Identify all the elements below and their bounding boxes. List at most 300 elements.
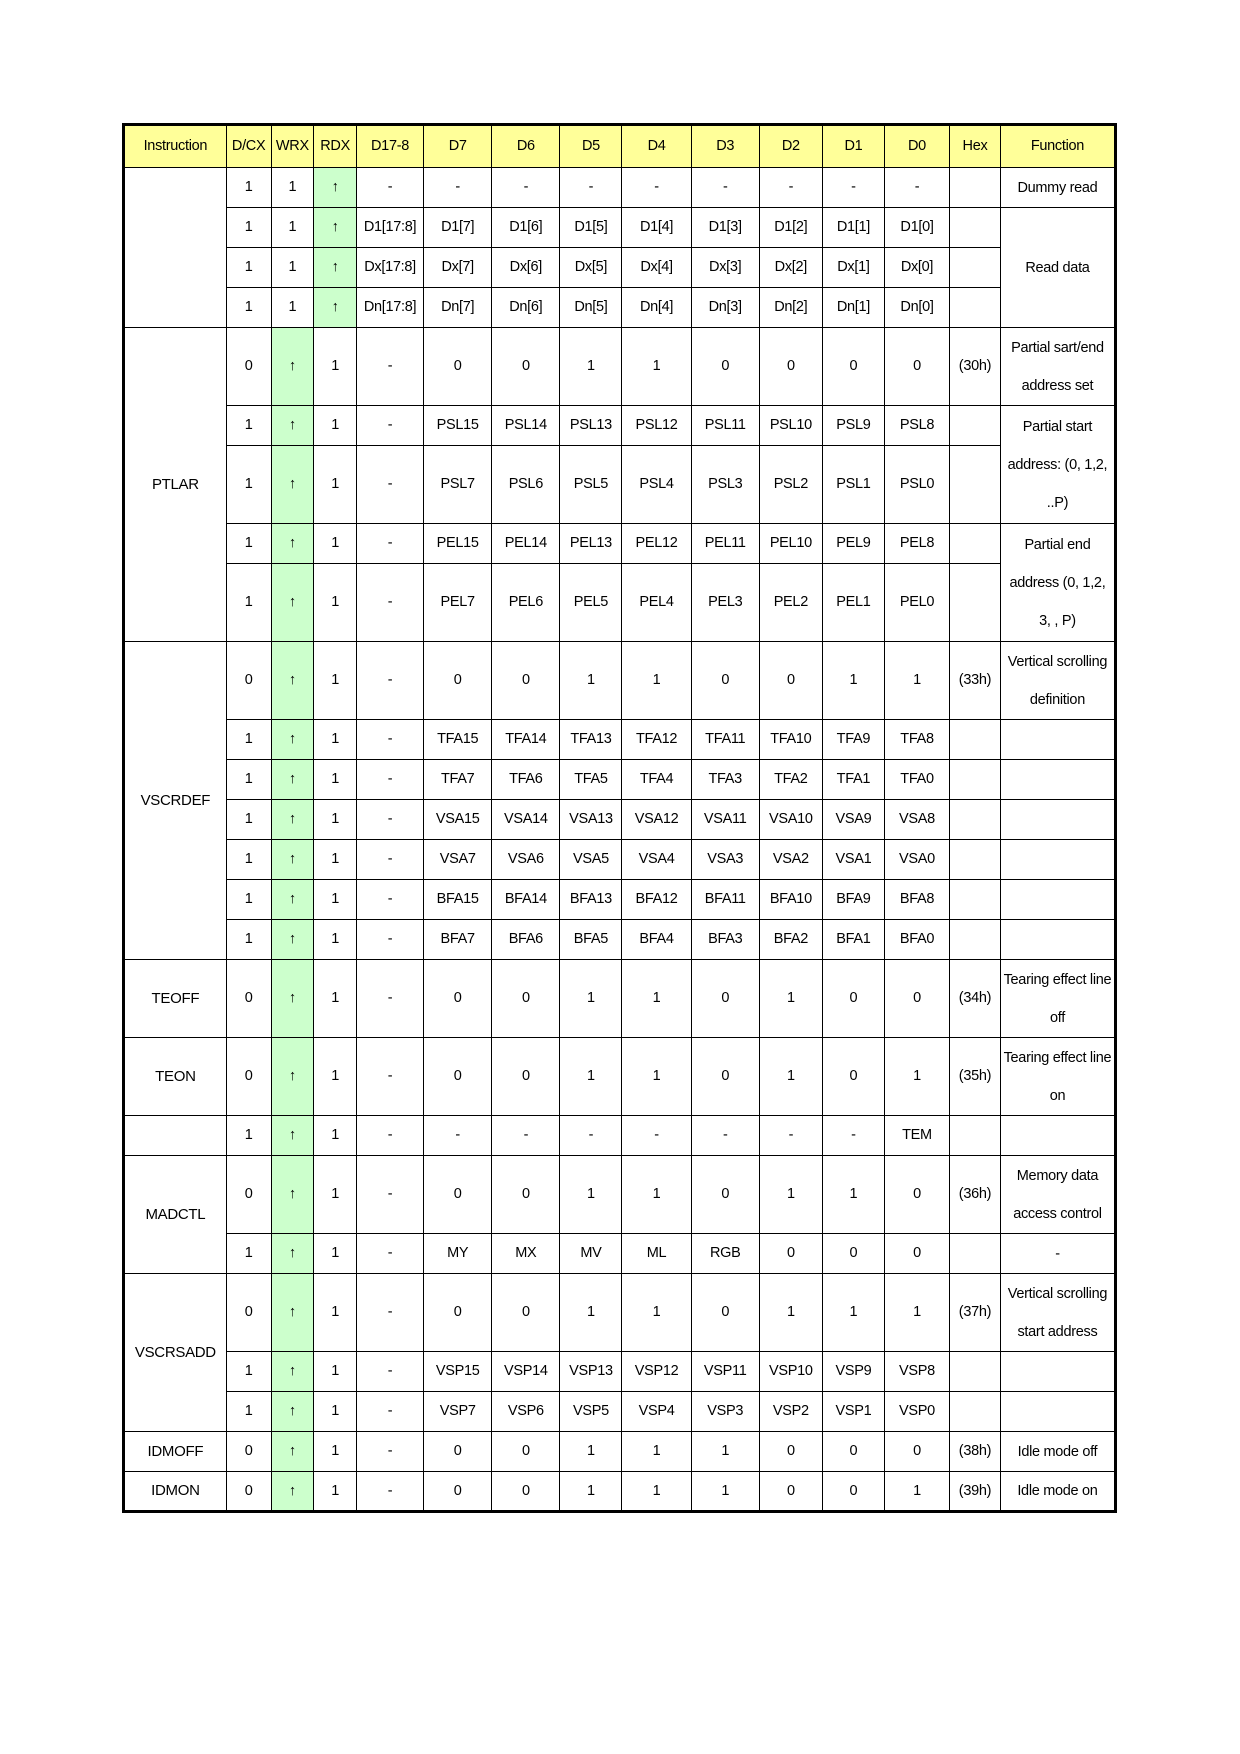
cell-d3: TFA3 [691,760,759,800]
cell-hex [950,248,1001,288]
cell-instruction: IDMOFF [124,1432,227,1472]
cell-d7: MY [424,1234,492,1274]
cell-dcx: 1 [226,208,271,248]
cell-d1: 0 [822,1432,884,1472]
table-row [124,1352,1116,1392]
header-d17-8: D17-8 [356,125,423,168]
cell-d6: BFA6 [492,920,560,960]
table-row [124,1392,1116,1432]
table-row [124,800,1116,840]
cell-d5: VSA5 [560,840,622,880]
cell-rdx: ↑ [314,208,357,248]
cell-d0: TFA8 [884,720,949,760]
cell-d2: Dn[2] [759,288,822,328]
cell-d2: D1[2] [759,208,822,248]
cell-rdx: 1 [314,642,357,720]
cell-d2: PEL2 [759,564,822,642]
cell-d1: TFA1 [822,760,884,800]
cell-function: Memory data access control [1000,1156,1115,1234]
cell-rdx: 1 [314,328,357,406]
cell-d4: 1 [622,1038,691,1116]
cell-d4: TFA12 [622,720,691,760]
cell-dcx: 1 [226,800,271,840]
header-d4: D4 [622,125,691,168]
cell-function [1000,1392,1115,1432]
cell-d6: Dx[6] [492,248,560,288]
cell-function [1000,760,1115,800]
cell-d178: - [356,720,423,760]
cell-function: Partial start address: (0, 1,2, ..P) [1000,406,1115,524]
cell-d0: 1 [884,1472,949,1512]
table-row [124,960,1116,1038]
cell-wrx: 1 [271,208,314,248]
cell-d2: 1 [759,1038,822,1116]
cell-d0: PEL8 [884,524,949,564]
cell-wrx: ↑ [271,1392,314,1432]
cell-d6: VSP6 [492,1392,560,1432]
cell-d6: PSL6 [492,446,560,524]
cell-d5: 1 [560,1156,622,1234]
cell-d3: 0 [691,960,759,1038]
table-row [124,1472,1116,1512]
cell-d0: PSL8 [884,406,949,446]
cell-d4: PSL4 [622,446,691,524]
cell-rdx: 1 [314,524,357,564]
cell-d0: BFA8 [884,880,949,920]
cell-function: Tearing effect line on [1000,1038,1115,1116]
cell-d4: PEL12 [622,524,691,564]
cell-d7: - [424,1116,492,1156]
cell-d5: 1 [560,642,622,720]
cell-d6: 0 [492,1156,560,1234]
cell-d178: - [356,1156,423,1234]
cell-d1: TFA9 [822,720,884,760]
cell-d178: Dx[17:8] [356,248,423,288]
cell-d6: Dn[6] [492,288,560,328]
cell-rdx: 1 [314,1038,357,1116]
cell-d0: PEL0 [884,564,949,642]
cell-rdx: 1 [314,446,357,524]
cell-wrx: ↑ [271,1156,314,1234]
cell-d7: 0 [424,642,492,720]
cell-hex: (35h) [950,1038,1001,1116]
cell-hex [950,564,1001,642]
cell-d0: VSA8 [884,800,949,840]
cell-rdx: 1 [314,960,357,1038]
cell-d7: BFA15 [424,880,492,920]
table-body [124,168,1116,1512]
cell-wrx: ↑ [271,1116,314,1156]
cell-d4: 1 [622,1156,691,1234]
cell-d1: BFA1 [822,920,884,960]
cell-instruction [124,1116,227,1156]
cell-function [1000,840,1115,880]
cell-function: Read data [1000,208,1115,328]
cell-d5: BFA13 [560,880,622,920]
cell-hex: (33h) [950,642,1001,720]
cell-d7: PSL7 [424,446,492,524]
cell-d7: 0 [424,328,492,406]
cell-d0: 0 [884,960,949,1038]
cell-d4: ML [622,1234,691,1274]
cell-function: Idle mode off [1000,1432,1115,1472]
cell-d4: BFA4 [622,920,691,960]
cell-d1: 0 [822,960,884,1038]
cell-d0: D1[0] [884,208,949,248]
cell-d5: PSL13 [560,406,622,446]
cell-rdx: 1 [314,720,357,760]
cell-hex [950,524,1001,564]
cell-d5: TFA13 [560,720,622,760]
cell-d178: - [356,406,423,446]
cell-hex [950,1234,1001,1274]
cell-d3: PSL11 [691,406,759,446]
cell-d4: 1 [622,1274,691,1352]
cell-d7: 0 [424,1432,492,1472]
cell-d0: 0 [884,328,949,406]
cell-d178: - [356,1116,423,1156]
cell-d3: TFA11 [691,720,759,760]
cell-function: - [1000,1234,1115,1274]
cell-d0: VSP8 [884,1352,949,1392]
cell-d5: VSP13 [560,1352,622,1392]
cell-rdx: 1 [314,1392,357,1432]
cell-d4: PSL12 [622,406,691,446]
cell-rdx: 1 [314,1156,357,1234]
cell-d5: PEL5 [560,564,622,642]
cell-dcx: 1 [226,720,271,760]
cell-d3: VSP11 [691,1352,759,1392]
table-row [124,1432,1116,1472]
cell-d4: - [622,1116,691,1156]
cell-d7: TFA15 [424,720,492,760]
cell-d2: - [759,168,822,208]
cell-hex: (30h) [950,328,1001,406]
header-instruction: Instruction [124,125,227,168]
cell-d6: 0 [492,1038,560,1116]
cell-hex [950,208,1001,248]
cell-d7: Dn[7] [424,288,492,328]
cell-wrx: ↑ [271,406,314,446]
cell-hex [950,880,1001,920]
cell-d6: PEL14 [492,524,560,564]
cell-function: Tearing effect line off [1000,960,1115,1038]
cell-d7: 0 [424,1472,492,1512]
cell-d1: PSL1 [822,446,884,524]
cell-d5: 1 [560,1038,622,1116]
cell-d3: 0 [691,642,759,720]
table-row [124,208,1116,248]
cell-d6: TFA14 [492,720,560,760]
cell-d3: 1 [691,1472,759,1512]
cell-d1: 0 [822,1472,884,1512]
cell-dcx: 1 [226,1392,271,1432]
cell-d4: VSP4 [622,1392,691,1432]
cell-d1: PEL1 [822,564,884,642]
cell-wrx: 1 [271,248,314,288]
cell-wrx: ↑ [271,1274,314,1352]
cell-d7: VSA7 [424,840,492,880]
cell-d4: - [622,168,691,208]
cell-d178: - [356,760,423,800]
cell-d178: - [356,1432,423,1472]
cell-wrx: ↑ [271,840,314,880]
cell-instruction: TEON [124,1038,227,1116]
cell-d6: PSL14 [492,406,560,446]
cell-instruction: TEOFF [124,960,227,1038]
cell-d0: 1 [884,1274,949,1352]
cell-d7: VSA15 [424,800,492,840]
cell-dcx: 1 [226,1352,271,1392]
cell-d7: 0 [424,1274,492,1352]
cell-d178: - [356,800,423,840]
cell-function [1000,800,1115,840]
cell-d2: PSL10 [759,406,822,446]
cell-hex: (36h) [950,1156,1001,1234]
cell-d178: - [356,328,423,406]
cell-rdx: 1 [314,1274,357,1352]
cell-d6: 0 [492,642,560,720]
cell-rdx: 1 [314,406,357,446]
cell-d2: 0 [759,642,822,720]
cell-instruction: IDMON [124,1472,227,1512]
cell-d3: VSA3 [691,840,759,880]
cell-d2: 0 [759,328,822,406]
cell-d7: VSP15 [424,1352,492,1392]
cell-d6: VSA14 [492,800,560,840]
cell-d6: VSP14 [492,1352,560,1392]
cell-d1: VSP1 [822,1392,884,1432]
table-row [124,760,1116,800]
header-rdx: RDX [314,125,357,168]
cell-wrx: ↑ [271,920,314,960]
cell-wrx: ↑ [271,642,314,720]
cell-d7: D1[7] [424,208,492,248]
cell-rdx: 1 [314,880,357,920]
cell-instruction: MADCTL [124,1156,227,1274]
cell-d178: - [356,1352,423,1392]
cell-wrx: ↑ [271,720,314,760]
cell-d2: 0 [759,1472,822,1512]
table-row [124,880,1116,920]
cell-instruction: VSCRSADD [124,1274,227,1432]
cell-function: Vertical scrolling start address [1000,1274,1115,1352]
cell-d0: VSA0 [884,840,949,880]
cell-wrx: ↑ [271,960,314,1038]
cell-d4: VSA12 [622,800,691,840]
cell-d5: MV [560,1234,622,1274]
cell-d178: - [356,920,423,960]
cell-d1: VSP9 [822,1352,884,1392]
cell-dcx: 0 [226,1432,271,1472]
cell-d7: PEL7 [424,564,492,642]
cell-d2: 0 [759,1234,822,1274]
cell-wrx: 1 [271,168,314,208]
cell-d1: PSL9 [822,406,884,446]
cell-d2: BFA2 [759,920,822,960]
cell-instruction [124,168,227,328]
cell-d6: BFA14 [492,880,560,920]
cell-wrx: ↑ [271,564,314,642]
command-table [122,123,1117,1513]
cell-dcx: 1 [226,760,271,800]
table-row [124,524,1116,564]
cell-d1: BFA9 [822,880,884,920]
cell-d5: 1 [560,1274,622,1352]
cell-d7: Dx[7] [424,248,492,288]
cell-hex [950,1116,1001,1156]
cell-function: Partial sart/end address set [1000,328,1115,406]
cell-d3: - [691,1116,759,1156]
cell-d4: 1 [622,960,691,1038]
table-row [124,1274,1116,1352]
cell-d0: PSL0 [884,446,949,524]
cell-hex [950,800,1001,840]
header-hex: Hex [950,125,1001,168]
cell-d178: D1[17:8] [356,208,423,248]
cell-hex [950,406,1001,446]
cell-d1: VSA1 [822,840,884,880]
cell-d3: D1[3] [691,208,759,248]
cell-wrx: ↑ [271,328,314,406]
cell-d6: - [492,1116,560,1156]
cell-dcx: 1 [226,1116,271,1156]
cell-d3: 0 [691,1274,759,1352]
header-function: Function [1000,125,1115,168]
cell-d178: - [356,1234,423,1274]
cell-d7: VSP7 [424,1392,492,1432]
cell-hex [950,168,1001,208]
cell-dcx: 0 [226,1472,271,1512]
table-row [124,564,1116,642]
cell-d2: 1 [759,960,822,1038]
cell-d4: 1 [622,1472,691,1512]
cell-hex [950,920,1001,960]
cell-rdx: 1 [314,800,357,840]
table-row [124,920,1116,960]
cell-wrx: ↑ [271,880,314,920]
cell-dcx: 0 [226,1274,271,1352]
cell-d2: - [759,1116,822,1156]
cell-d6: PEL6 [492,564,560,642]
cell-d0: 1 [884,642,949,720]
cell-d1: - [822,168,884,208]
header-d2: D2 [759,125,822,168]
cell-d178: - [356,840,423,880]
cell-wrx: ↑ [271,1038,314,1116]
cell-d5: VSP5 [560,1392,622,1432]
cell-d0: Dx[0] [884,248,949,288]
cell-d1: PEL9 [822,524,884,564]
cell-d178: - [356,1274,423,1352]
cell-d6: VSA6 [492,840,560,880]
cell-d1: 0 [822,328,884,406]
cell-d5: 1 [560,328,622,406]
cell-d7: 0 [424,1156,492,1234]
cell-d1: Dn[1] [822,288,884,328]
cell-d0: Dn[0] [884,288,949,328]
cell-d0: 0 [884,1156,949,1234]
cell-dcx: 0 [226,1038,271,1116]
cell-d4: Dx[4] [622,248,691,288]
cell-function: Dummy read [1000,168,1115,208]
cell-d178: - [356,446,423,524]
cell-d5: Dn[5] [560,288,622,328]
table-row [124,446,1116,524]
cell-dcx: 1 [226,524,271,564]
cell-wrx: ↑ [271,1432,314,1472]
cell-d5: 1 [560,960,622,1038]
cell-d7: - [424,168,492,208]
cell-rdx: 1 [314,840,357,880]
cell-dcx: 1 [226,168,271,208]
cell-d6: - [492,168,560,208]
cell-function [1000,1352,1115,1392]
header-d6: D6 [492,125,560,168]
cell-d178: - [356,1038,423,1116]
cell-d2: VSP10 [759,1352,822,1392]
cell-instruction: VSCRDEF [124,642,227,960]
cell-d178: - [356,960,423,1038]
cell-dcx: 1 [226,840,271,880]
cell-d5: PSL5 [560,446,622,524]
cell-wrx: ↑ [271,1352,314,1392]
cell-d1: 1 [822,1274,884,1352]
cell-wrx: ↑ [271,1234,314,1274]
cell-d4: BFA12 [622,880,691,920]
cell-d5: BFA5 [560,920,622,960]
table-row [124,248,1116,288]
cell-d1: Dx[1] [822,248,884,288]
cell-d2: TFA2 [759,760,822,800]
cell-d3: PEL11 [691,524,759,564]
cell-rdx: 1 [314,1116,357,1156]
cell-function [1000,1116,1115,1156]
cell-d3: VSP3 [691,1392,759,1432]
cell-d1: D1[1] [822,208,884,248]
cell-rdx: ↑ [314,248,357,288]
table-row [124,1116,1116,1156]
cell-d4: 1 [622,328,691,406]
cell-d6: 0 [492,1432,560,1472]
cell-d178: - [356,642,423,720]
cell-d1: 1 [822,642,884,720]
cell-d2: VSA2 [759,840,822,880]
cell-d7: TFA7 [424,760,492,800]
cell-rdx: 1 [314,1432,357,1472]
cell-function [1000,920,1115,960]
cell-d4: TFA4 [622,760,691,800]
cell-d6: MX [492,1234,560,1274]
cell-rdx: 1 [314,760,357,800]
table-row [124,406,1116,446]
cell-wrx: ↑ [271,800,314,840]
cell-d5: - [560,168,622,208]
cell-d6: D1[6] [492,208,560,248]
header-d5: D5 [560,125,622,168]
header-d7: D7 [424,125,492,168]
cell-d2: TFA10 [759,720,822,760]
cell-d2: 1 [759,1274,822,1352]
cell-rdx: ↑ [314,168,357,208]
cell-hex: (39h) [950,1472,1001,1512]
header-d0: D0 [884,125,949,168]
cell-d2: 1 [759,1156,822,1234]
cell-d7: PSL15 [424,406,492,446]
cell-function: Vertical scrolling definition [1000,642,1115,720]
cell-wrx: 1 [271,288,314,328]
cell-d5: Dx[5] [560,248,622,288]
